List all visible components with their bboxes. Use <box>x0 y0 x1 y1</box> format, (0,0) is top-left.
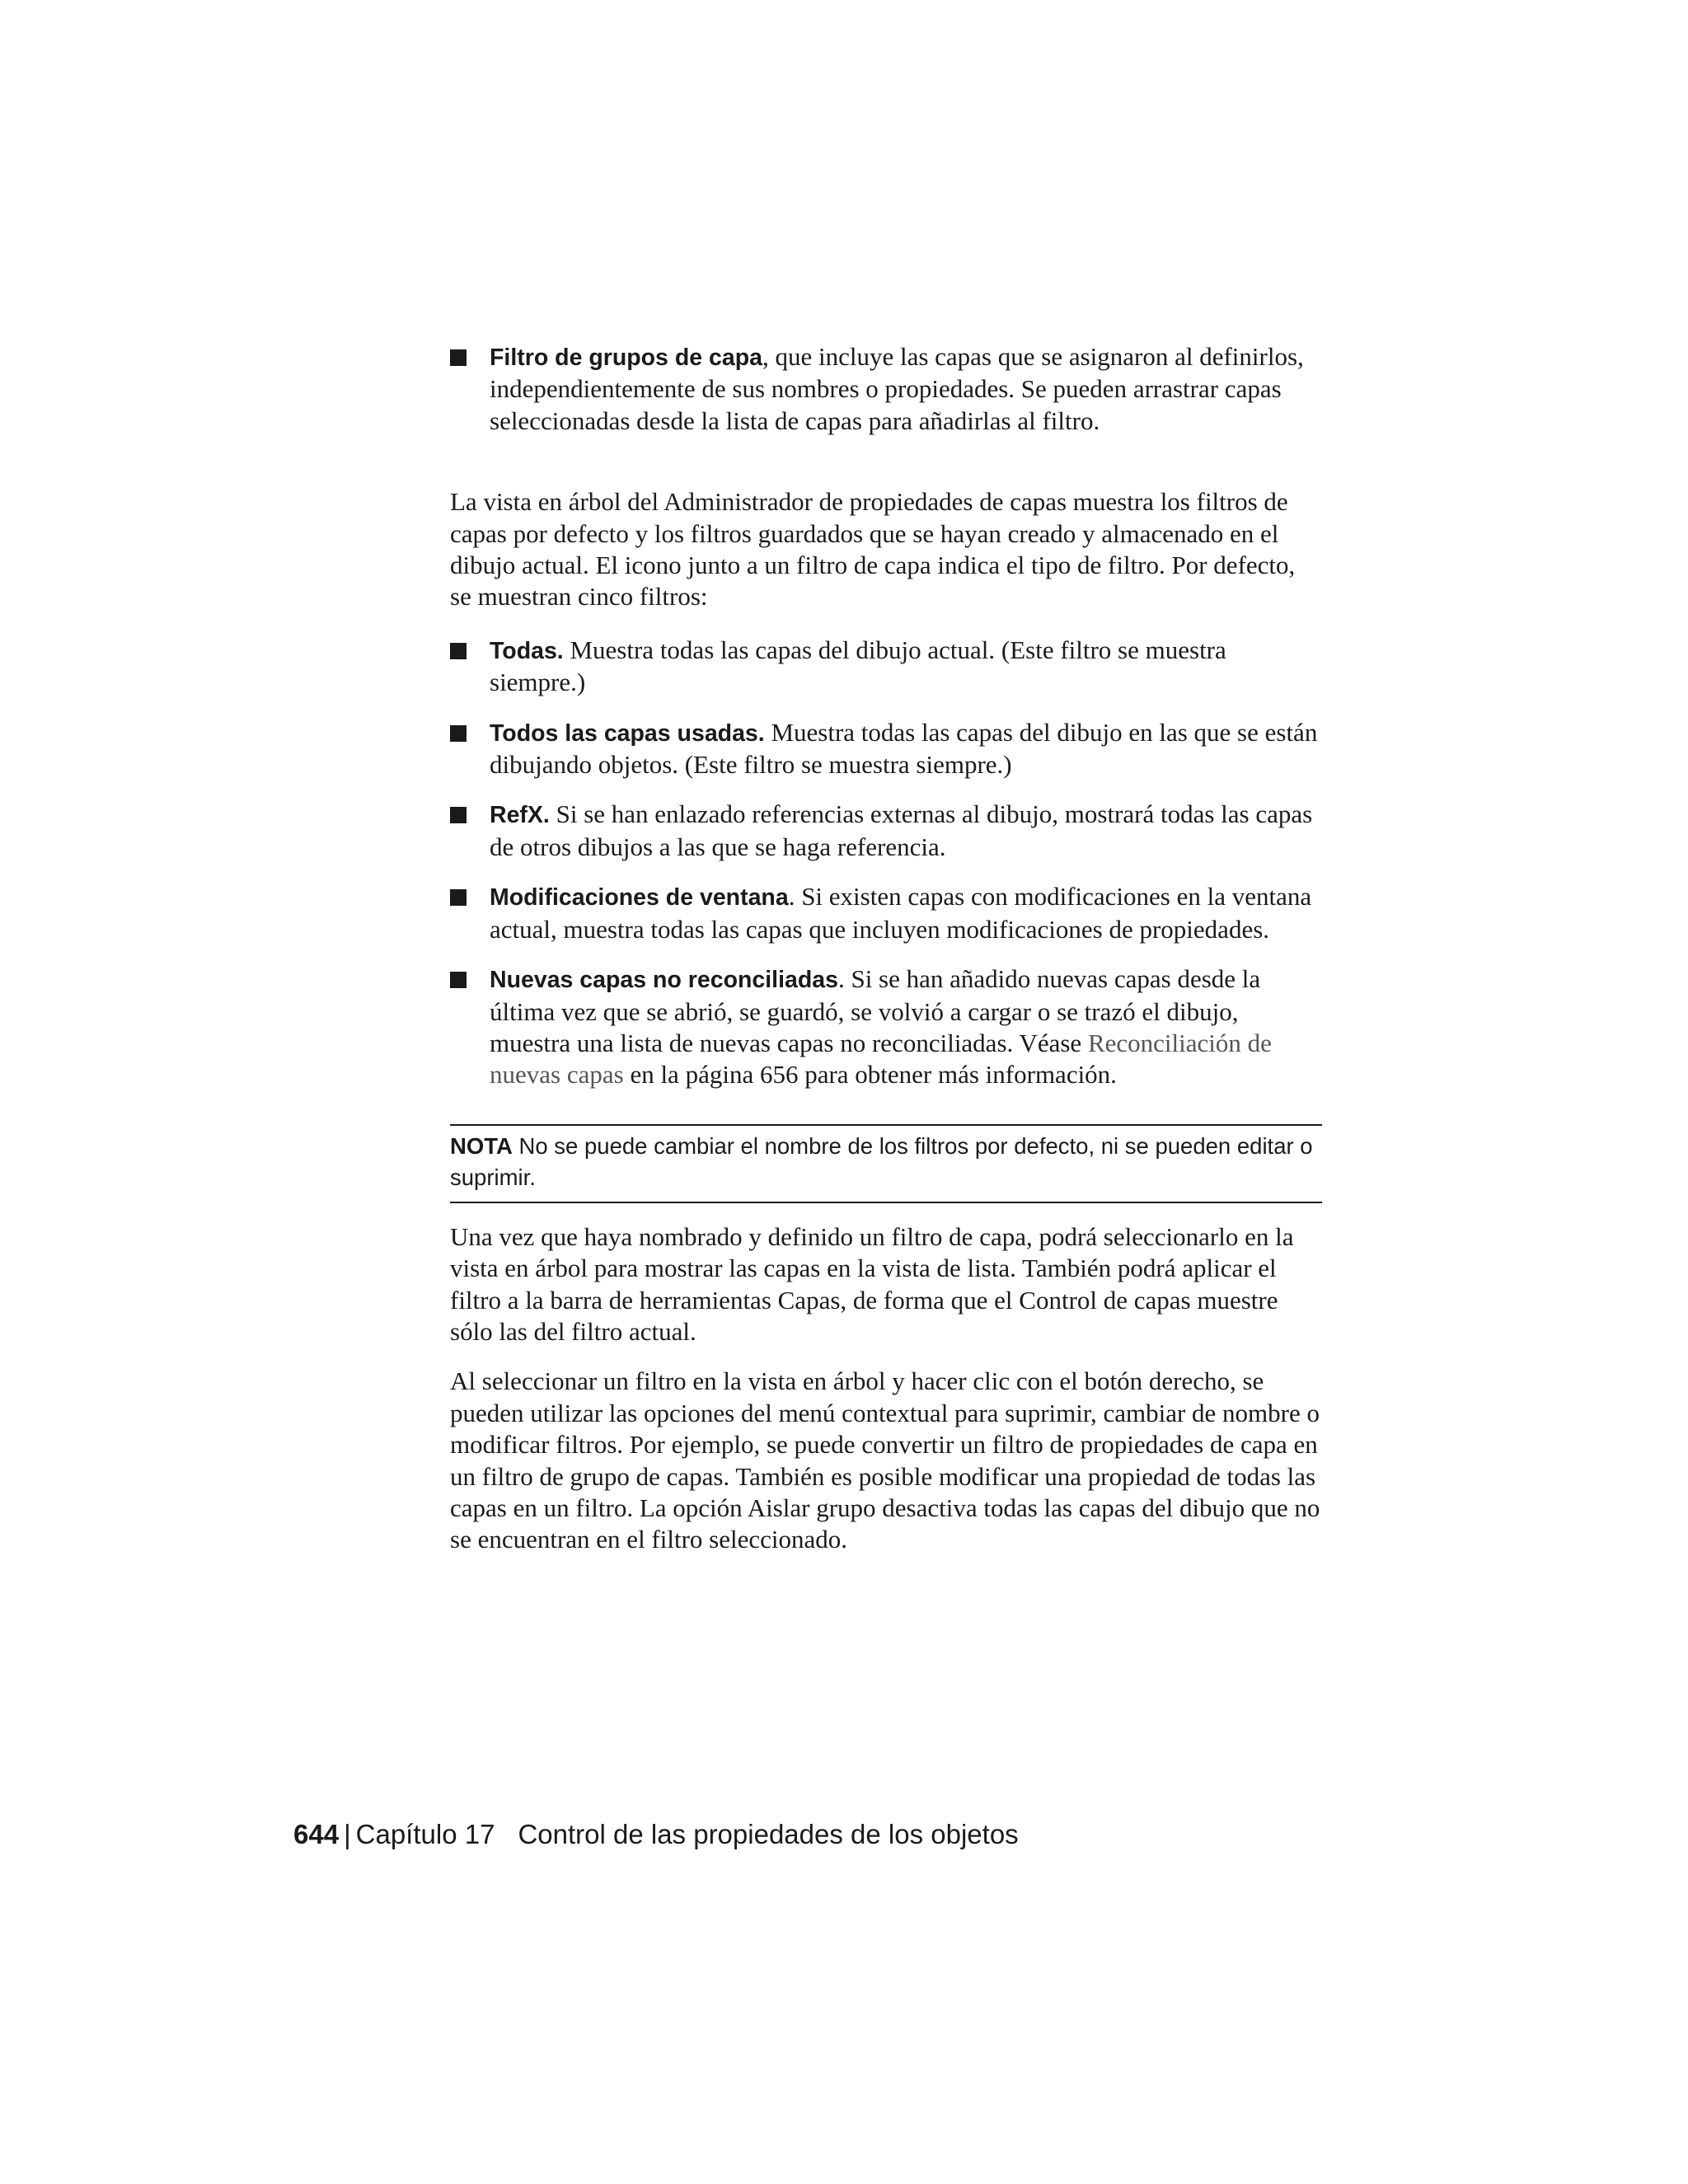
bullet-text: , que incluye las capas que se asignaron al definirlos, independientemente de sus nombres o propiedades. Se pueden arrastrar capas seleccionadas desde la lista de capas para añadirlas al filtro. <box>490 342 1304 435</box>
layer-group-filter-item <box>450 341 1322 437</box>
bullet-term: Modificaciones de ventana <box>490 884 789 912</box>
footer-separator: | <box>344 1819 351 1849</box>
bullet-text: Si se han enlazado referencias externas al dibujo, mostrará todas las capas de otros dibujos a las que se haga referencia. <box>490 799 1313 861</box>
page-content <box>450 341 1322 1556</box>
chapter-label: Capítulo 17 <box>355 1819 495 1849</box>
bullet-text: Muestra todas las capas del dibujo en las que se están dibujando objetos. (Este filtro se muestra siempre.) <box>490 717 1318 780</box>
chapter-title: Control de las propiedades de los objetos <box>518 1819 1019 1849</box>
bullet-term: Filtro de grupos de capa <box>490 344 762 371</box>
bullet-term: RefX. <box>490 802 550 829</box>
bullet-text: . Si se han añadido nuevas capas desde la última vez que se abrió, se guardó, se volvió a cargar o se trazó el dibujo, muestra una lista de nuevas capas no reconciliadas. Véase <box>490 964 1261 1057</box>
filter-item-all <box>450 635 1322 699</box>
page-number: 644 <box>293 1819 340 1849</box>
bullet-square-icon <box>450 807 467 823</box>
select-filter-paragraph: Una vez que haya nombrado y definido un filtro de capa, podrá seleccionarlo en la vista en árbol para mostrar las capas en la vista de lista. También podrá aplicar el filtro a la barra de herramientas Capas, de forma que el Control de capas muestre sólo las del filtro actual. <box>450 1221 1294 1346</box>
bullet-term: Nuevas capas no reconciliadas <box>490 967 838 994</box>
bullet-text: . Si existen capas con modificaciones en la ventana actual, muestra todas las capas que incluyen modificaciones de propiedades. <box>490 882 1312 944</box>
bullet-term: Todas. <box>490 637 564 664</box>
filter-item-xref <box>450 799 1322 863</box>
bullet-square-icon <box>450 889 467 906</box>
bullet-text-after: en la página 656 para obtener más información. <box>623 1060 1117 1090</box>
bullet-square-icon <box>450 643 467 659</box>
bullet-square-icon <box>450 349 467 366</box>
cross-reference-link[interactable]: Reconciliación de nuevas capas <box>490 1028 1272 1090</box>
bullet-term: Todos las capas usadas. <box>490 719 765 747</box>
bullet-square-icon <box>450 725 467 742</box>
note-text: No se puede cambiar el nombre de los filtros por defecto, ni se pueden editar o suprimir. <box>450 1132 1313 1190</box>
filter-item-unreconciled <box>450 963 1322 1091</box>
bullet-square-icon <box>450 972 467 988</box>
note-box <box>450 1124 1322 1203</box>
bullet-text: Muestra todas las capas del dibujo actual. (Este filtro se muestra siempre.) <box>490 635 1226 697</box>
context-menu-paragraph: Al seleccionar un filtro en la vista en árbol y hacer clic con el botón derecho, se pueden utilizar las opciones del menú contextual para suprimir, cambiar de nombre o modificar filtros. Por ejemplo, se puede convertir un filtro de propiedades de capa en un filtro de grupo de capas. También es posible modificar una propiedad de todas las capas en un filtro. La opción Aislar grupo desactiva todas las capas del dibujo que no se encuentran en el filtro seleccionado. <box>450 1366 1320 1554</box>
page-footer <box>293 1818 1019 1851</box>
treeview-paragraph: La vista en árbol del Administrador de propiedades de capas muestra los filtros de capas por defecto y los filtros guardados que se hayan creado y almacenado en el dibujo actual. El icono junto a un filtro de capa indica el tipo de filtro. Por defecto, se muestran cinco filtros: <box>450 487 1296 612</box>
filter-item-viewport-overrides <box>450 881 1322 945</box>
filter-item-used <box>450 717 1322 781</box>
note-label: NOTA <box>450 1132 513 1159</box>
